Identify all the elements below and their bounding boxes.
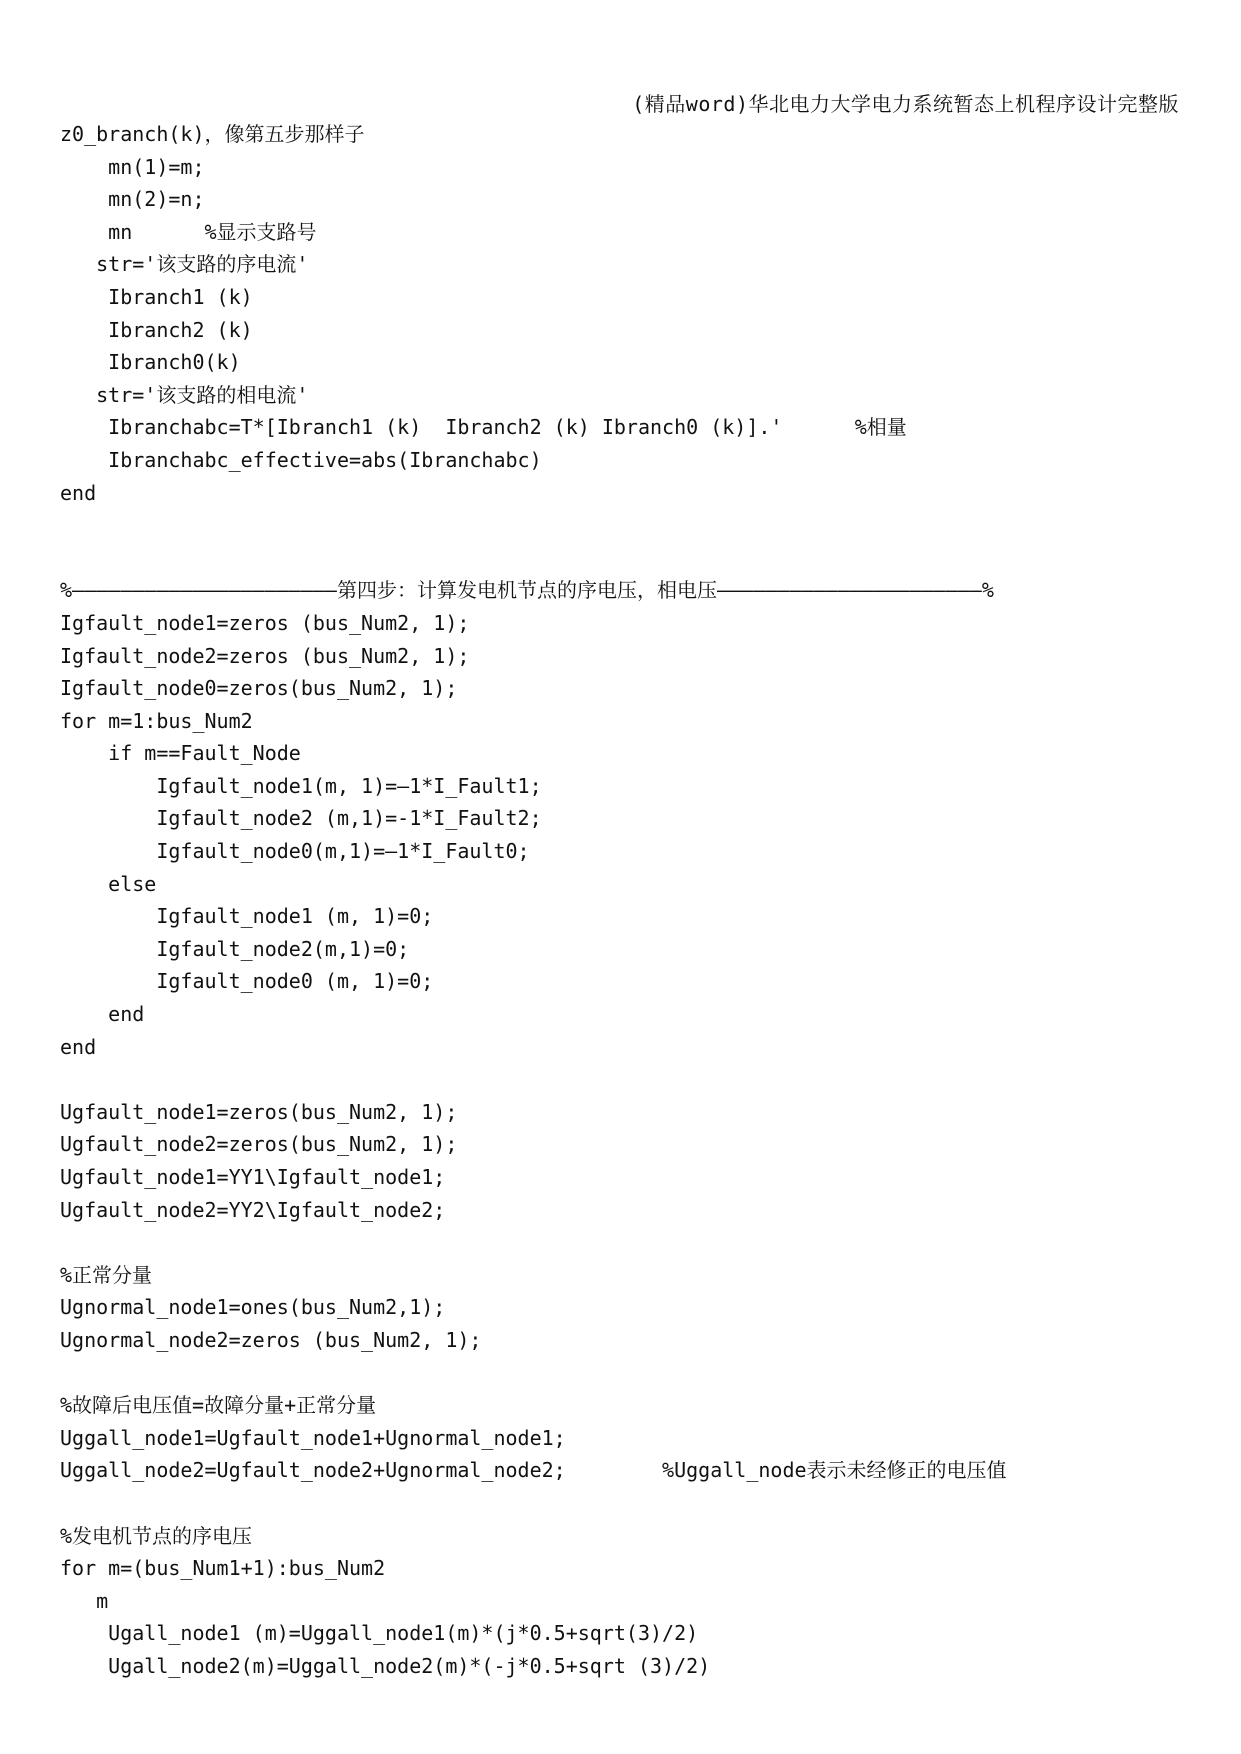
code-line: end [60, 480, 97, 505]
code-line: end [60, 1034, 97, 1059]
code-line: Ibranchabc=T*[Ibranch1 (k) Ibranch2 (k) Ibranch0 (k)].' %相量 [60, 415, 907, 440]
code-line: %发电机节点的序电压 [60, 1523, 253, 1548]
code-line: Igfault_node1(m, 1)=—1*I_Fault1; [60, 773, 542, 798]
code-line: Igfault_node2(m,1)=0; [60, 936, 410, 961]
code-line: z0_branch(k)，像第五步那样子 [60, 122, 365, 146]
code-line: Ugfault_node2=zeros(bus_Num2, 1); [60, 1132, 458, 1157]
code-line: mn(2)=n; [60, 187, 205, 212]
code-line: Ibranchabc_effective=abs(Ibranchabc) [60, 447, 542, 472]
code-line: %——————————————————————第四步：计算发电机节点的序电压，相电压——————————————————————% [60, 578, 994, 603]
code-block [60, 118, 1181, 1683]
code-line: m [60, 1588, 109, 1613]
code-line: str='该支路的序电流' [60, 252, 309, 277]
code-line: end [60, 1002, 145, 1027]
code-line: %正常分量 [60, 1262, 153, 1287]
page-header: (精品word)华北电力大学电力系统暂态上机程序设计完整版 [632, 92, 1179, 116]
code-line: Ugnormal_node2=zeros (bus_Num2, 1); [60, 1327, 482, 1352]
code-line: if m==Fault_Node [60, 741, 301, 766]
code-line: Ugfault_node1=YY1\Igfault_node1; [60, 1165, 446, 1189]
code-line [60, 1487, 1181, 1520]
code-line: Igfault_node0 (m, 1)=0; [60, 969, 434, 994]
code-line: %故障后电压值=故障分量+正常分量 [60, 1393, 377, 1418]
code-line: Igfault_node2=zeros (bus_Num2, 1); [60, 643, 470, 668]
code-line [60, 509, 1181, 542]
code-line: Ibranch2 (k) [60, 317, 253, 342]
code-line: Ugall_node1 (m)=Uggall_node1(m)*(j*0.5+sqrt(3)/2) [60, 1621, 699, 1646]
code-line: Igfault_node1=zeros (bus_Num2, 1); [60, 610, 470, 635]
code-line: for m=(bus_Num1+1):bus_Num2 [60, 1556, 386, 1581]
code-line: Ugall_node2(m)=Uggall_node2(m)*(-j*0.5+sqrt (3)/2) [60, 1653, 711, 1678]
code-line [60, 1226, 1181, 1259]
code-line: Ibranch0(k) [60, 350, 241, 375]
code-line: mn %显示支路号 [60, 219, 317, 244]
code-line: Ugfault_node2=YY2\Igfault_node2; [60, 1197, 446, 1222]
code-line: str='该支路的相电流' [60, 382, 309, 407]
code-line: Igfault_node0=zeros(bus_Num2, 1); [60, 676, 458, 701]
code-line [60, 542, 1181, 575]
code-line: Uggall_node1=Ugfault_node1+Ugnormal_node1; [60, 1425, 566, 1450]
code-line: Ugfault_node1=zeros(bus_Num2, 1); [60, 1099, 458, 1124]
code-line: Igfault_node1 (m, 1)=0; [60, 904, 434, 929]
code-line [60, 1063, 1181, 1096]
code-line [60, 1357, 1181, 1390]
code-line: Uggall_node2=Ugfault_node2+Ugnormal_node2; %Uggall_node表示未经修正的电压值 [60, 1458, 1007, 1483]
code-line: Ugnormal_node1=ones(bus_Num2,1); [60, 1295, 446, 1320]
code-line: else [60, 871, 157, 896]
code-line: mn(1)=m; [60, 154, 205, 179]
code-line: Igfault_node0(m,1)=—1*I_Fault0; [60, 839, 530, 864]
code-line: for m=1:bus_Num2 [60, 708, 253, 733]
code-line: Igfault_node2 (m,1)=-1*I_Fault2; [60, 806, 542, 831]
code-line: Ibranch1 (k) [60, 284, 253, 309]
